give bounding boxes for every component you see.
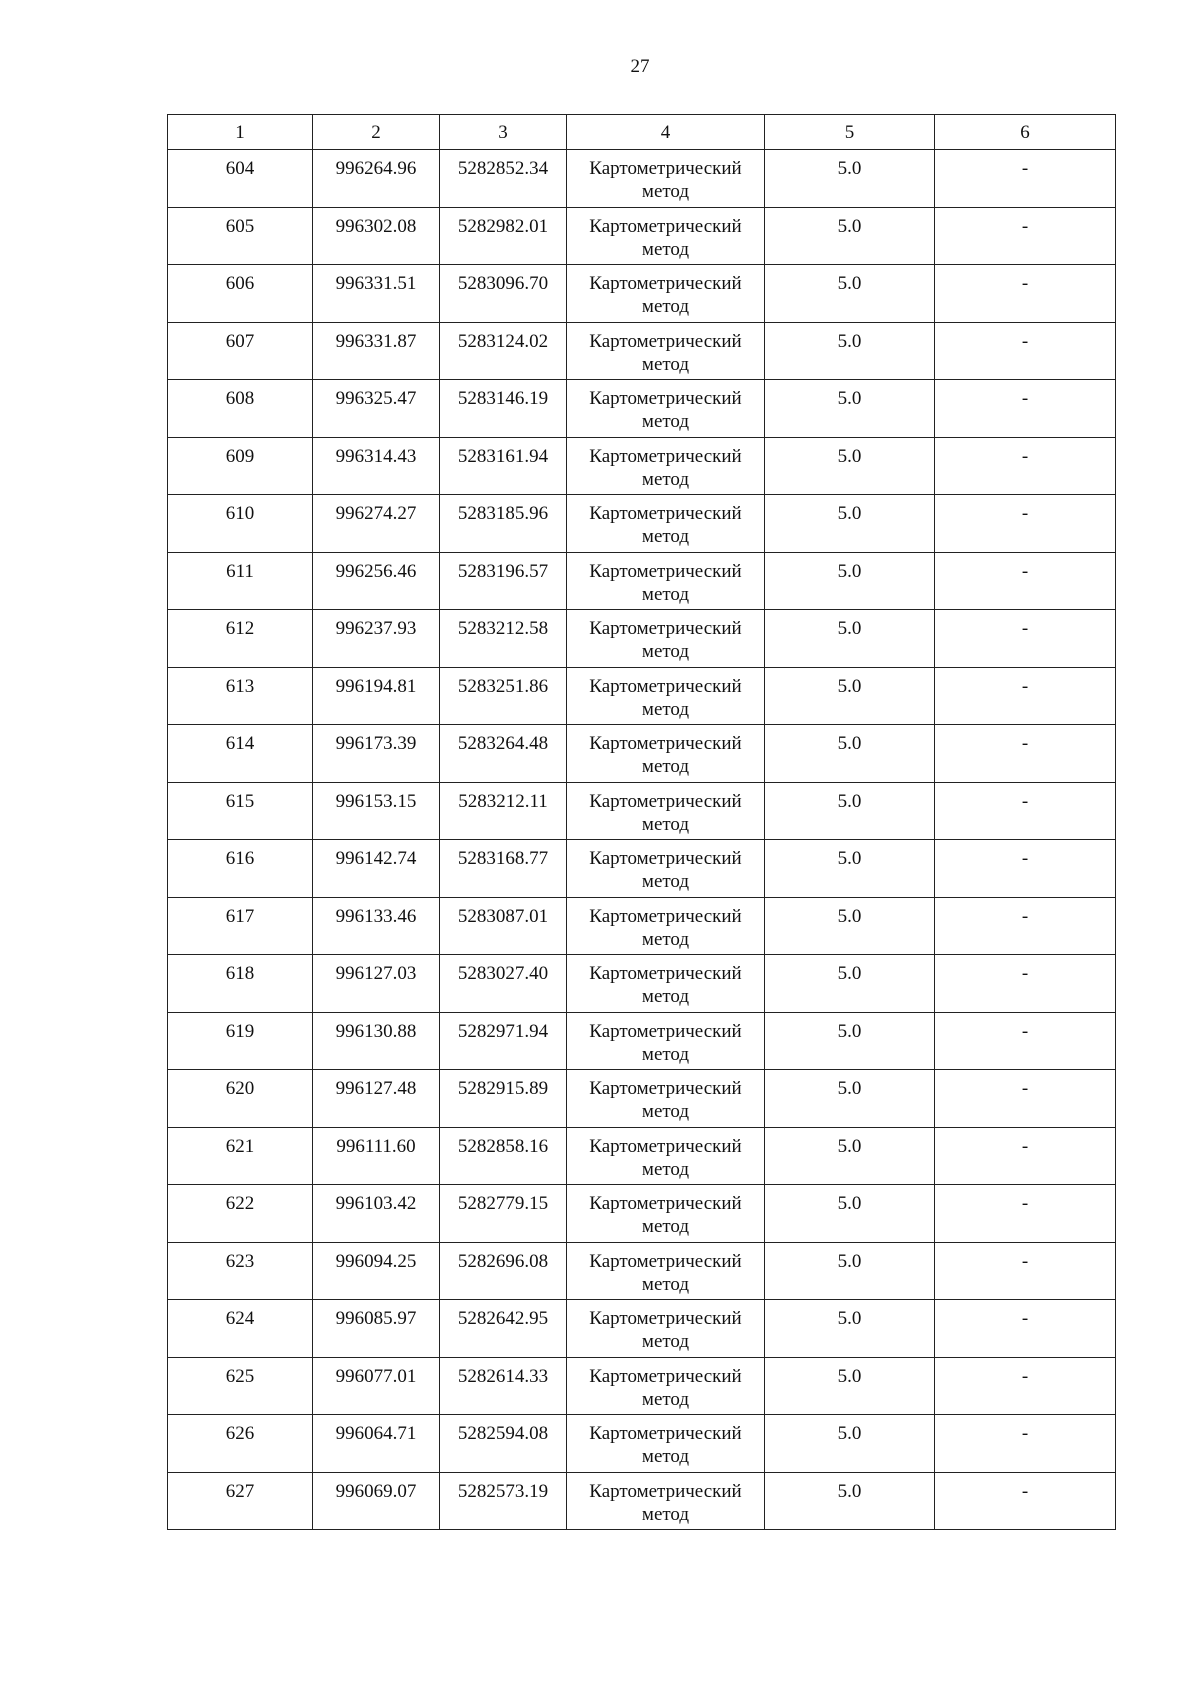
table-row <box>168 437 1116 495</box>
note-cell: - <box>935 552 1116 610</box>
x-coordinate-cell: 996314.43 <box>313 437 440 495</box>
method-cell: Картометрический метод <box>567 495 765 553</box>
x-coordinate-cell: 996130.88 <box>313 1012 440 1070</box>
table-body <box>168 150 1116 1530</box>
point-number-cell: 621 <box>168 1127 313 1185</box>
column-header-3: 3 <box>440 115 567 150</box>
y-coordinate-cell: 5282852.34 <box>440 150 567 208</box>
x-coordinate-cell: 996064.71 <box>313 1415 440 1473</box>
note-cell: - <box>935 150 1116 208</box>
x-coordinate-cell: 996237.93 <box>313 610 440 668</box>
accuracy-cell: 5.0 <box>765 380 935 438</box>
method-cell: Картометрический метод <box>567 897 765 955</box>
table-row <box>168 1415 1116 1473</box>
point-number-cell: 623 <box>168 1242 313 1300</box>
method-cell: Картометрический метод <box>567 552 765 610</box>
point-number-cell: 620 <box>168 1070 313 1128</box>
accuracy-cell: 5.0 <box>765 610 935 668</box>
note-cell: - <box>935 380 1116 438</box>
method-cell: Картометрический метод <box>567 667 765 725</box>
y-coordinate-cell: 5283212.11 <box>440 782 567 840</box>
y-coordinate-cell: 5282915.89 <box>440 1070 567 1128</box>
accuracy-cell: 5.0 <box>765 955 935 1013</box>
table-header <box>168 115 1116 150</box>
point-number-cell: 608 <box>168 380 313 438</box>
note-cell: - <box>935 495 1116 553</box>
table-row <box>168 610 1116 668</box>
y-coordinate-cell: 5283124.02 <box>440 322 567 380</box>
accuracy-cell: 5.0 <box>765 1070 935 1128</box>
point-number-cell: 619 <box>168 1012 313 1070</box>
note-cell: - <box>935 725 1116 783</box>
table-row <box>168 1357 1116 1415</box>
table-row <box>168 725 1116 783</box>
accuracy-cell: 5.0 <box>765 897 935 955</box>
y-coordinate-cell: 5283087.01 <box>440 897 567 955</box>
point-number-cell: 613 <box>168 667 313 725</box>
x-coordinate-cell: 996153.15 <box>313 782 440 840</box>
method-cell: Картометрический метод <box>567 265 765 323</box>
method-cell: Картометрический метод <box>567 437 765 495</box>
accuracy-cell: 5.0 <box>765 1012 935 1070</box>
method-cell: Картометрический метод <box>567 955 765 1013</box>
x-coordinate-cell: 996069.07 <box>313 1472 440 1530</box>
x-coordinate-cell: 996127.03 <box>313 955 440 1013</box>
x-coordinate-cell: 996331.87 <box>313 322 440 380</box>
note-cell: - <box>935 667 1116 725</box>
y-coordinate-cell: 5283212.58 <box>440 610 567 668</box>
method-cell: Картометрический метод <box>567 610 765 668</box>
accuracy-cell: 5.0 <box>765 495 935 553</box>
table-row <box>168 1070 1116 1128</box>
y-coordinate-cell: 5282573.19 <box>440 1472 567 1530</box>
table-row <box>168 380 1116 438</box>
note-cell: - <box>935 1357 1116 1415</box>
x-coordinate-cell: 996194.81 <box>313 667 440 725</box>
accuracy-cell: 5.0 <box>765 1127 935 1185</box>
point-number-cell: 604 <box>168 150 313 208</box>
method-cell: Картометрический метод <box>567 1127 765 1185</box>
note-cell: - <box>935 207 1116 265</box>
table-row <box>168 955 1116 1013</box>
y-coordinate-cell: 5283168.77 <box>440 840 567 898</box>
method-cell: Картометрический метод <box>567 1415 765 1473</box>
accuracy-cell: 5.0 <box>765 552 935 610</box>
note-cell: - <box>935 1127 1116 1185</box>
accuracy-cell: 5.0 <box>765 1357 935 1415</box>
point-number-cell: 625 <box>168 1357 313 1415</box>
x-coordinate-cell: 996256.46 <box>313 552 440 610</box>
column-header-4: 4 <box>567 115 765 150</box>
page-number: 27 <box>630 56 650 77</box>
point-number-cell: 626 <box>168 1415 313 1473</box>
note-cell: - <box>935 840 1116 898</box>
point-number-cell: 612 <box>168 610 313 668</box>
accuracy-cell: 5.0 <box>765 840 935 898</box>
accuracy-cell: 5.0 <box>765 1300 935 1358</box>
x-coordinate-cell: 996302.08 <box>313 207 440 265</box>
y-coordinate-cell: 5283146.19 <box>440 380 567 438</box>
note-cell: - <box>935 782 1116 840</box>
column-header-1: 1 <box>168 115 313 150</box>
method-cell: Картометрический метод <box>567 380 765 438</box>
method-cell: Картометрический метод <box>567 1242 765 1300</box>
x-coordinate-cell: 996264.96 <box>313 150 440 208</box>
method-cell: Картометрический метод <box>567 1012 765 1070</box>
accuracy-cell: 5.0 <box>765 782 935 840</box>
point-number-cell: 627 <box>168 1472 313 1530</box>
point-number-cell: 617 <box>168 897 313 955</box>
method-cell: Картометрический метод <box>567 207 765 265</box>
method-cell: Картометрический метод <box>567 725 765 783</box>
y-coordinate-cell: 5283196.57 <box>440 552 567 610</box>
y-coordinate-cell: 5282594.08 <box>440 1415 567 1473</box>
note-cell: - <box>935 1300 1116 1358</box>
note-cell: - <box>935 322 1116 380</box>
x-coordinate-cell: 996127.48 <box>313 1070 440 1128</box>
note-cell: - <box>935 1415 1116 1473</box>
y-coordinate-cell: 5283251.86 <box>440 667 567 725</box>
table-row <box>168 552 1116 610</box>
header-row <box>168 115 1116 150</box>
note-cell: - <box>935 1472 1116 1530</box>
method-cell: Картометрический метод <box>567 840 765 898</box>
table-row <box>168 667 1116 725</box>
method-cell: Картометрический метод <box>567 322 765 380</box>
table-row <box>168 150 1116 208</box>
table-row <box>168 1012 1116 1070</box>
table-row <box>168 897 1116 955</box>
accuracy-cell: 5.0 <box>765 265 935 323</box>
x-coordinate-cell: 996133.46 <box>313 897 440 955</box>
accuracy-cell: 5.0 <box>765 725 935 783</box>
coordinates-table <box>167 114 1116 1530</box>
x-coordinate-cell: 996331.51 <box>313 265 440 323</box>
note-cell: - <box>935 1185 1116 1243</box>
note-cell: - <box>935 437 1116 495</box>
accuracy-cell: 5.0 <box>765 1185 935 1243</box>
point-number-cell: 609 <box>168 437 313 495</box>
point-number-cell: 605 <box>168 207 313 265</box>
accuracy-cell: 5.0 <box>765 150 935 208</box>
point-number-cell: 618 <box>168 955 313 1013</box>
x-coordinate-cell: 996325.47 <box>313 380 440 438</box>
point-number-cell: 624 <box>168 1300 313 1358</box>
point-number-cell: 615 <box>168 782 313 840</box>
x-coordinate-cell: 996103.42 <box>313 1185 440 1243</box>
table-row <box>168 782 1116 840</box>
note-cell: - <box>935 1070 1116 1128</box>
note-cell: - <box>935 610 1116 668</box>
method-cell: Картометрический метод <box>567 1357 765 1415</box>
table-row <box>168 1472 1116 1530</box>
point-number-cell: 622 <box>168 1185 313 1243</box>
accuracy-cell: 5.0 <box>765 322 935 380</box>
table-row <box>168 265 1116 323</box>
x-coordinate-cell: 996142.74 <box>313 840 440 898</box>
y-coordinate-cell: 5282971.94 <box>440 1012 567 1070</box>
y-coordinate-cell: 5282982.01 <box>440 207 567 265</box>
method-cell: Картометрический метод <box>567 1300 765 1358</box>
note-cell: - <box>935 897 1116 955</box>
note-cell: - <box>935 1242 1116 1300</box>
method-cell: Картометрический метод <box>567 1070 765 1128</box>
accuracy-cell: 5.0 <box>765 437 935 495</box>
table-row <box>168 207 1116 265</box>
note-cell: - <box>935 265 1116 323</box>
x-coordinate-cell: 996111.60 <box>313 1127 440 1185</box>
point-number-cell: 606 <box>168 265 313 323</box>
accuracy-cell: 5.0 <box>765 1472 935 1530</box>
method-cell: Картометрический метод <box>567 1185 765 1243</box>
y-coordinate-cell: 5283027.40 <box>440 955 567 1013</box>
point-number-cell: 614 <box>168 725 313 783</box>
table-row <box>168 322 1116 380</box>
column-header-2: 2 <box>313 115 440 150</box>
note-cell: - <box>935 1012 1116 1070</box>
y-coordinate-cell: 5282614.33 <box>440 1357 567 1415</box>
column-header-6: 6 <box>935 115 1116 150</box>
x-coordinate-cell: 996274.27 <box>313 495 440 553</box>
y-coordinate-cell: 5283161.94 <box>440 437 567 495</box>
y-coordinate-cell: 5283264.48 <box>440 725 567 783</box>
table-row <box>168 1242 1116 1300</box>
column-header-5: 5 <box>765 115 935 150</box>
accuracy-cell: 5.0 <box>765 1415 935 1473</box>
table-row <box>168 1127 1116 1185</box>
point-number-cell: 610 <box>168 495 313 553</box>
point-number-cell: 611 <box>168 552 313 610</box>
accuracy-cell: 5.0 <box>765 207 935 265</box>
accuracy-cell: 5.0 <box>765 1242 935 1300</box>
table-row <box>168 840 1116 898</box>
method-cell: Картометрический метод <box>567 150 765 208</box>
x-coordinate-cell: 996085.97 <box>313 1300 440 1358</box>
x-coordinate-cell: 996094.25 <box>313 1242 440 1300</box>
y-coordinate-cell: 5283096.70 <box>440 265 567 323</box>
x-coordinate-cell: 996173.39 <box>313 725 440 783</box>
table-row <box>168 495 1116 553</box>
x-coordinate-cell: 996077.01 <box>313 1357 440 1415</box>
y-coordinate-cell: 5282779.15 <box>440 1185 567 1243</box>
method-cell: Картометрический метод <box>567 782 765 840</box>
y-coordinate-cell: 5282858.16 <box>440 1127 567 1185</box>
table-row <box>168 1185 1116 1243</box>
point-number-cell: 607 <box>168 322 313 380</box>
accuracy-cell: 5.0 <box>765 667 935 725</box>
note-cell: - <box>935 955 1116 1013</box>
y-coordinate-cell: 5283185.96 <box>440 495 567 553</box>
table-row <box>168 1300 1116 1358</box>
method-cell: Картометрический метод <box>567 1472 765 1530</box>
y-coordinate-cell: 5282642.95 <box>440 1300 567 1358</box>
point-number-cell: 616 <box>168 840 313 898</box>
y-coordinate-cell: 5282696.08 <box>440 1242 567 1300</box>
